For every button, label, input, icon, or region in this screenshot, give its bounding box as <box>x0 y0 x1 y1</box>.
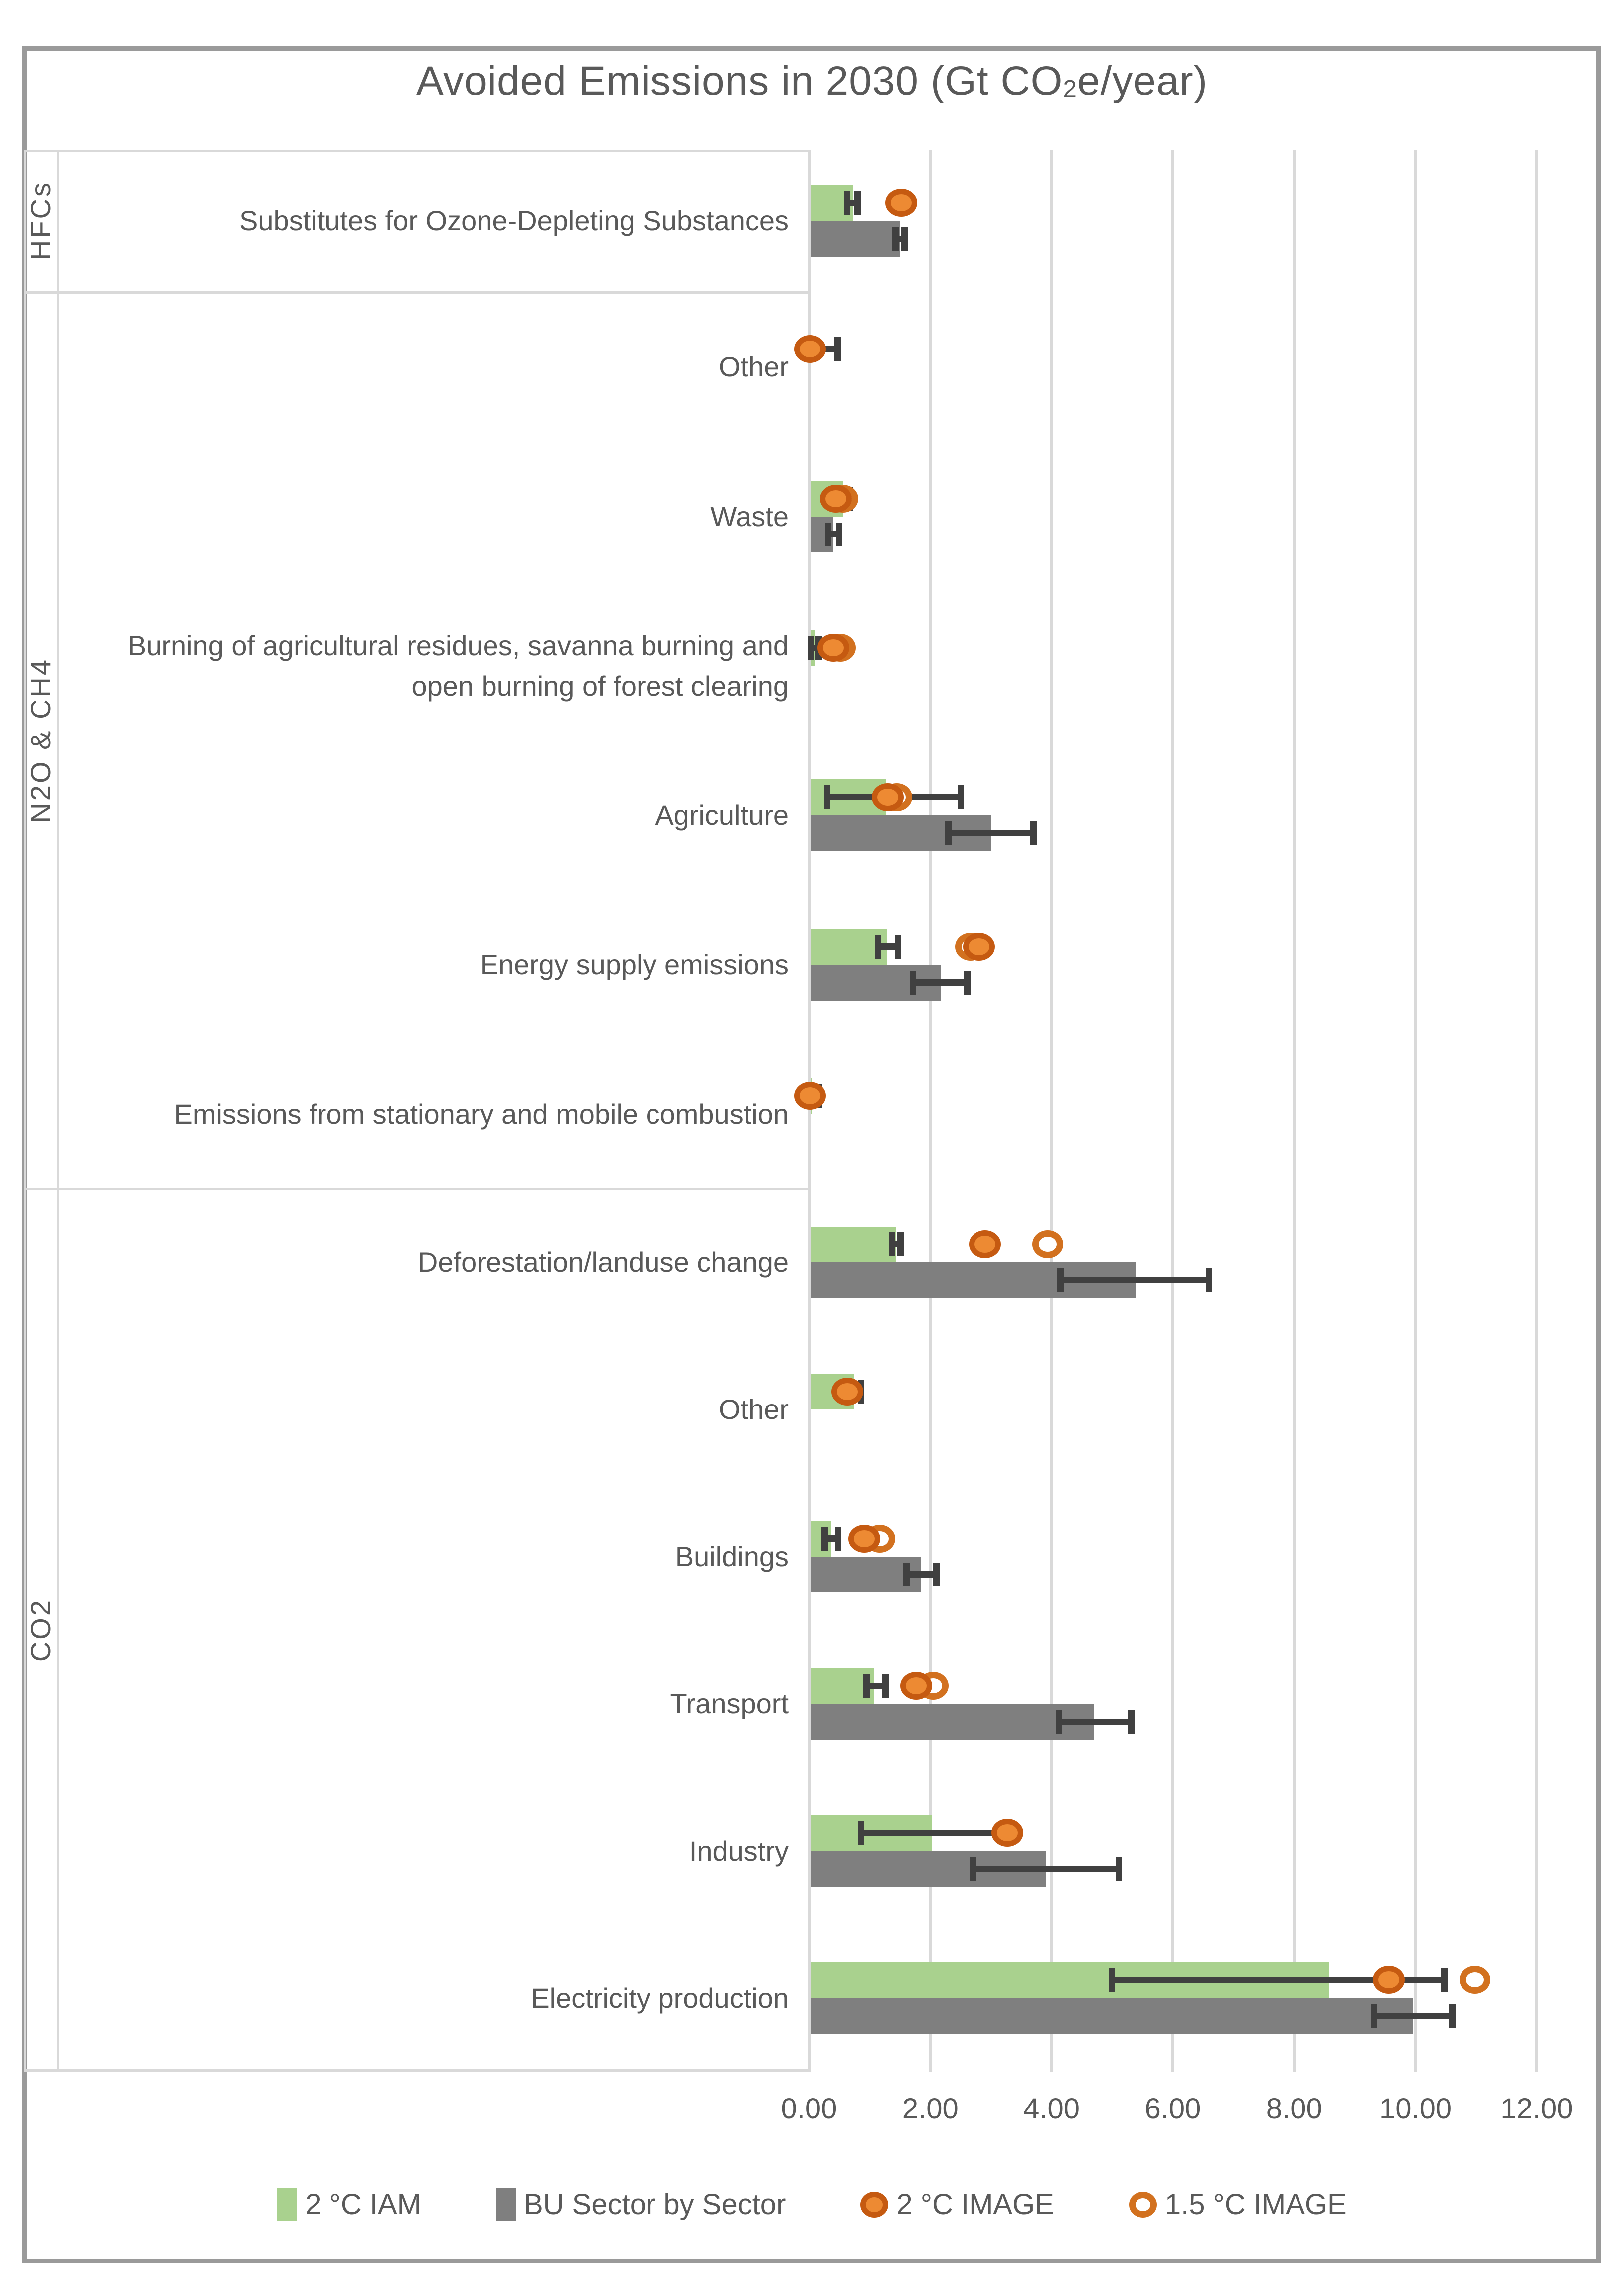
x-tick-label: 6.00 <box>1144 2093 1201 2125</box>
error-bar-bu-sector-cap <box>1057 1268 1064 1292</box>
gridline-x-12.00 <box>1535 150 1538 2072</box>
marker-2c-image <box>885 189 917 217</box>
error-bar-bu-sector <box>907 1571 937 1578</box>
group-label <box>24 150 57 292</box>
error-bar-bu-sector-cap <box>892 227 899 251</box>
gridline-x-6.00 <box>1171 150 1174 2072</box>
category-label: Industry <box>689 1835 789 1867</box>
legend-label: 2 °C IAM <box>305 2188 421 2221</box>
legend <box>0 2188 1624 2221</box>
gridline-x-8.00 <box>1293 150 1296 2072</box>
gridline-x-2.00 <box>929 150 932 2072</box>
category-label: Energy supply emissions <box>480 948 789 980</box>
error-bar-bu-sector-cap <box>903 1563 910 1586</box>
error-bar-bu-sector <box>1374 2013 1453 2019</box>
legend-label: 2 °C IMAGE <box>896 2188 1054 2221</box>
error-bar-2c-iam-cap <box>824 785 830 809</box>
category-label: Deforestation/landuse change <box>417 1246 789 1278</box>
group-label <box>24 1189 57 2072</box>
error-bar-2c-iam-cap <box>844 191 850 215</box>
marker-2c-image <box>872 783 904 811</box>
legend-label: 1.5 °C IMAGE <box>1164 2188 1347 2221</box>
error-bar-2c-iam-cap <box>835 1527 841 1551</box>
bar-bu-sector <box>811 221 900 257</box>
category-label: Waste <box>710 500 789 532</box>
marker-1-5c-image <box>1032 1230 1063 1258</box>
error-bar-2c-iam-cap <box>958 785 964 809</box>
error-bar-bu-sector-cap <box>1128 1710 1135 1734</box>
marker-2c-image <box>794 335 826 363</box>
error-bar-bu-sector-cap <box>836 523 842 546</box>
legend-label: BU Sector by Sector <box>523 2188 786 2221</box>
error-bar-bu-sector <box>973 1866 1119 1872</box>
category-label: Electricity production <box>531 1982 789 2014</box>
error-bar-bu-sector-cap <box>970 1857 976 1881</box>
error-bar-2c-iam-cap <box>889 1232 895 1256</box>
error-bar-2c-iam-cap <box>808 636 814 660</box>
panel-group-divider <box>57 150 59 2072</box>
x-tick-label: 4.00 <box>1023 2093 1080 2125</box>
category-label: Agriculture <box>655 799 789 831</box>
error-bar-bu-sector-cap <box>1449 2004 1456 2028</box>
marker-2c-image <box>820 485 852 513</box>
legend-item-image15c <box>1129 2188 1347 2221</box>
error-bar-bu-sector-cap <box>1116 1857 1122 1881</box>
chart-title-post: e/year) <box>1077 58 1208 104</box>
legend-square-icon <box>496 2188 516 2221</box>
category-label: Emissions from stationary and mobile combustion <box>174 1098 789 1130</box>
group-label-text: N2O & CH4 <box>24 658 56 823</box>
legend-square-icon <box>277 2188 297 2221</box>
marker-2c-image <box>991 1819 1023 1847</box>
category-label: Burning of agricultural residues, savanna burning and open burning of forest clearing <box>127 629 789 702</box>
x-tick-label: 0.00 <box>781 2093 837 2125</box>
legend-item-bu <box>496 2188 786 2221</box>
error-bar-bu-sector-cap <box>910 971 916 995</box>
group-label <box>24 292 57 1189</box>
error-bar-2c-iam <box>861 1830 1007 1836</box>
marker-2c-image <box>963 933 995 961</box>
category-label: Substitutes for Ozone-Depleting Substances <box>239 205 789 237</box>
error-bar-bu-sector-cap <box>901 227 908 251</box>
chart-title <box>0 58 1624 105</box>
marker-2c-image <box>969 1230 1001 1258</box>
error-bar-bu-sector-cap <box>1206 1268 1212 1292</box>
bar-bu-sector <box>811 1704 1094 1740</box>
marker-2c-image <box>831 1378 863 1406</box>
bar-bu-sector <box>811 1998 1413 2034</box>
error-bar-bu-sector <box>949 830 1033 836</box>
x-tick-label: 12.00 <box>1500 2093 1573 2125</box>
legend-filled-circle-icon <box>860 2192 888 2218</box>
category-label: Buildings <box>675 1541 789 1573</box>
error-bar-bu-sector-cap <box>933 1563 940 1586</box>
category-label: Other <box>718 351 789 383</box>
gridline-x-10.00 <box>1414 150 1417 2072</box>
error-bar-2c-iam-cap <box>858 1821 864 1845</box>
legend-open-circle-icon <box>1129 2192 1157 2218</box>
chart-title-pre: Avoided Emissions in 2030 (Gt CO <box>416 58 1063 104</box>
error-bar-2c-iam-cap <box>895 935 901 959</box>
x-tick-label: 2.00 <box>902 2093 959 2125</box>
category-label: Transport <box>670 1688 789 1720</box>
marker-1-5c-image <box>1460 1966 1490 1994</box>
legend-item-image2c <box>860 2188 1054 2221</box>
error-bar-2c-iam-cap <box>854 191 861 215</box>
error-bar-bu-sector-cap <box>1030 821 1037 845</box>
error-bar-2c-iam-cap <box>875 935 881 959</box>
error-bar-2c-iam-cap <box>821 1527 828 1551</box>
error-bar-bu-sector <box>1061 1277 1209 1283</box>
group-label-text: CO2 <box>24 1598 56 1662</box>
error-bar-bu-sector-cap <box>945 821 952 845</box>
gridline-x-4.00 <box>1050 150 1053 2072</box>
group-label-text: HFCs <box>24 181 56 261</box>
chart-title-subscript: 2 <box>1063 75 1077 103</box>
error-bar-bu-sector-cap <box>825 523 831 546</box>
error-bar-2c-iam-cap <box>897 1232 904 1256</box>
error-bar-bu-sector <box>913 979 967 986</box>
error-bar-bu-sector-cap <box>1371 2004 1377 2028</box>
error-bar-bu-sector-cap <box>964 971 971 995</box>
error-bar-2c-iam-cap <box>1109 1968 1115 1992</box>
error-bar-2c-iam-cap <box>882 1674 889 1698</box>
marker-2c-image <box>900 1672 932 1700</box>
bar-2c-iam <box>811 1227 896 1262</box>
legend-item-iam <box>277 2188 421 2221</box>
marker-2c-image <box>848 1525 880 1553</box>
marker-2c-image <box>817 634 849 662</box>
x-tick-label: 10.00 <box>1379 2093 1452 2125</box>
error-bar-bu-sector-cap <box>1056 1710 1062 1734</box>
error-bar-2c-iam-cap <box>863 1674 870 1698</box>
error-bar-2c-iam-cap <box>1441 1968 1448 1992</box>
x-tick-label: 8.00 <box>1266 2093 1322 2125</box>
error-bar-bu-sector <box>1059 1719 1131 1725</box>
error-bar-2c-iam-cap <box>834 337 841 361</box>
category-label: Other <box>718 1394 789 1425</box>
